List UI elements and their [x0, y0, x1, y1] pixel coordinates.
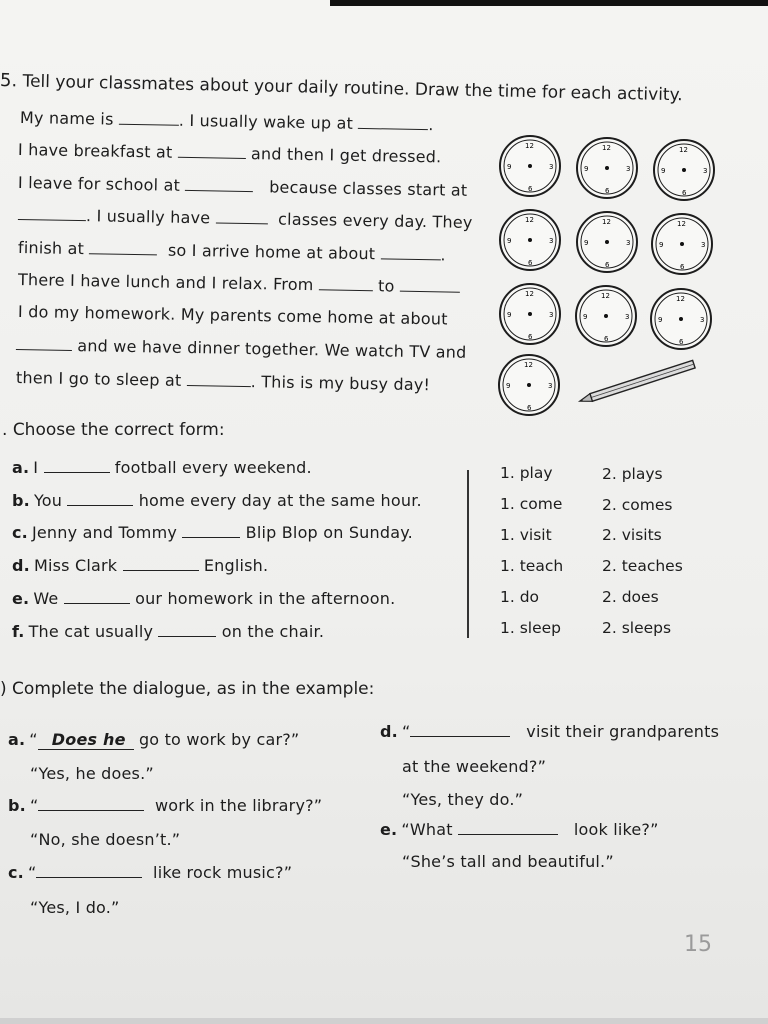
- svg-text:12: 12: [525, 290, 534, 298]
- svg-text:6: 6: [604, 335, 609, 343]
- dialogue-e-reply: [402, 852, 614, 871]
- svg-text:9: 9: [584, 165, 589, 173]
- reply-text: “Yes, they do.”: [402, 790, 524, 809]
- option-2[interactable]: 2. plays: [602, 465, 663, 483]
- svg-text:3: 3: [701, 241, 706, 249]
- item-label: b.: [8, 796, 26, 815]
- item-text: football every weekend.: [114, 458, 312, 477]
- item-label: a.: [8, 730, 26, 749]
- option-2[interactable]: 2. sleeps: [602, 619, 672, 637]
- item-label: c.: [8, 863, 24, 882]
- reply-text: “Yes, I do.”: [30, 898, 120, 917]
- section1-heading: [0, 70, 683, 105]
- answer-blank[interactable]: [410, 724, 510, 737]
- line-text: There I have lunch and I relax. From: [17, 270, 314, 295]
- svg-text:9: 9: [658, 316, 663, 324]
- item-label: d.: [380, 722, 398, 741]
- option-1[interactable]: 1. do: [500, 588, 540, 606]
- svg-text:12: 12: [676, 295, 685, 303]
- routine-line-4: [18, 205, 473, 232]
- choose-item-c: [12, 523, 413, 542]
- example-answer-text: Does he: [51, 730, 126, 749]
- svg-text:6: 6: [528, 185, 533, 193]
- item-text: work in the library?”: [155, 796, 323, 815]
- choose-item-b: [12, 491, 422, 510]
- svg-text:12: 12: [679, 146, 688, 154]
- item-label: a.: [12, 458, 30, 477]
- dialogue-d-question-cont: [402, 757, 546, 776]
- svg-text:3: 3: [625, 313, 630, 321]
- svg-text:9: 9: [507, 311, 512, 319]
- routine-line-9: [16, 368, 430, 394]
- dialogue-a-reply: [30, 764, 154, 783]
- svg-text:9: 9: [584, 239, 589, 247]
- routine-line-3: [18, 173, 468, 200]
- option-2[interactable]: 2. teaches: [602, 557, 683, 575]
- breakfast-blank[interactable]: [178, 145, 246, 159]
- school-blank[interactable]: [185, 178, 253, 192]
- svg-text:3: 3: [549, 237, 554, 245]
- from-blank[interactable]: [319, 277, 373, 291]
- item-text: visit their grandparents: [526, 722, 720, 741]
- svg-text:12: 12: [601, 292, 610, 300]
- routine-line-5: [18, 238, 446, 264]
- bottom-edge: [0, 1018, 768, 1024]
- svg-text:12: 12: [525, 142, 534, 150]
- svg-text:12: 12: [602, 218, 611, 226]
- item-label: c.: [12, 523, 28, 542]
- item-label: f.: [12, 622, 25, 641]
- svg-text:12: 12: [525, 216, 534, 224]
- svg-text:6: 6: [528, 259, 533, 267]
- item-label: e.: [380, 820, 398, 839]
- line-text: .: [428, 115, 434, 135]
- open-quote: “What: [401, 820, 453, 839]
- item-text: our homework in the afternoon.: [135, 589, 396, 608]
- routine-line-6: [18, 270, 460, 297]
- section1-title: Tell your classmates about your daily routine. Draw the time for each activity.: [22, 71, 683, 106]
- line-text: My name is: [19, 108, 114, 129]
- answer-blank[interactable]: [182, 525, 240, 538]
- answer-blank[interactable]: [44, 460, 110, 473]
- svg-text:9: 9: [659, 241, 664, 249]
- dialogue-d-question: [380, 722, 719, 741]
- options-divider: [467, 470, 469, 638]
- item-label: b.: [12, 491, 30, 510]
- svg-text:6: 6: [680, 263, 685, 271]
- line-text: so I arrive home at about: [167, 240, 376, 264]
- line-text: then I go to sleep at: [15, 368, 182, 390]
- line-text: . This is my busy day!: [250, 372, 431, 395]
- line-text: and then I get dressed.: [250, 144, 442, 167]
- section2-title: Choose the correct form:: [12, 420, 225, 440]
- finish-blank[interactable]: [89, 241, 157, 255]
- section2-heading: [2, 420, 225, 440]
- section1-marker: 5.: [0, 70, 18, 92]
- line-text: because classes start at: [268, 177, 468, 200]
- svg-text:6: 6: [527, 404, 532, 412]
- item-text: The cat usually: [28, 622, 154, 641]
- svg-text:12: 12: [602, 144, 611, 152]
- sleep-blank[interactable]: [187, 373, 251, 387]
- svg-text:6: 6: [528, 333, 533, 341]
- open-quote: “: [401, 722, 411, 741]
- clock-icon[interactable]: [496, 352, 562, 418]
- routine-line-8: [16, 335, 467, 362]
- line-text: . I usually have: [85, 206, 211, 228]
- open-quote: “: [29, 730, 38, 749]
- clock-icon[interactable]: [497, 207, 563, 273]
- svg-text:3: 3: [549, 311, 554, 319]
- open-quote: “: [27, 863, 37, 882]
- top-border: [330, 0, 768, 6]
- svg-text:9: 9: [583, 313, 588, 321]
- item-text: Jenny and Tommy: [31, 523, 178, 542]
- answer-blank[interactable]: [123, 558, 199, 571]
- arrive-home-blank[interactable]: [380, 246, 440, 260]
- svg-text:12: 12: [524, 361, 533, 369]
- clock-icon[interactable]: [648, 286, 714, 352]
- svg-text:3: 3: [626, 239, 631, 247]
- svg-text:6: 6: [682, 189, 687, 197]
- choose-item-f: [12, 622, 324, 641]
- open-quote: “: [29, 796, 39, 815]
- option-2[interactable]: 2. comes: [602, 496, 673, 514]
- option-1[interactable]: 1. sleep: [500, 619, 562, 637]
- to-blank[interactable]: [400, 279, 460, 293]
- dialogue-b-reply: [30, 830, 180, 849]
- svg-text:3: 3: [548, 382, 553, 390]
- option-1[interactable]: 1. play: [500, 464, 553, 482]
- item-text: I: [33, 458, 39, 477]
- answer-blank[interactable]: [38, 798, 144, 811]
- option-1[interactable]: 1. come: [500, 495, 563, 513]
- answer-blank[interactable]: [64, 591, 130, 604]
- answer-blank[interactable]: [158, 624, 216, 637]
- section2-marker: .: [2, 420, 8, 440]
- dialogue-c-reply: [30, 898, 120, 917]
- answer-blank[interactable]: [36, 865, 142, 878]
- line-text: finish at: [17, 238, 85, 259]
- svg-text:9: 9: [507, 237, 512, 245]
- line-text: I do my homework. My parents come home at about: [17, 302, 448, 329]
- svg-text:9: 9: [661, 167, 666, 175]
- clock-icon[interactable]: [574, 135, 640, 201]
- routine-line-7: [18, 302, 448, 328]
- name-blank[interactable]: [119, 112, 179, 126]
- svg-text:3: 3: [700, 316, 705, 324]
- dialogue-d-reply: [402, 790, 523, 809]
- reply-text: “Yes, he does.”: [30, 764, 154, 783]
- item-text: Blip Blop on Sunday.: [245, 523, 413, 542]
- svg-text:12: 12: [677, 220, 686, 228]
- dialogue-c-question: [8, 863, 292, 882]
- routine-line-2: [18, 140, 442, 166]
- parents-home-blank[interactable]: [16, 337, 72, 351]
- svg-text:9: 9: [507, 163, 512, 171]
- routine-line-1: [20, 108, 434, 134]
- item-text: on the chair.: [221, 622, 325, 641]
- line-text: and we have dinner together. We watch TV and: [77, 336, 467, 362]
- item-text: home every day at the same hour.: [138, 491, 422, 510]
- option-2[interactable]: 2. visits: [602, 526, 662, 544]
- item-text: Miss Clark: [33, 556, 118, 575]
- clock-icon[interactable]: [573, 283, 639, 349]
- line-text: I have breakfast at: [17, 140, 173, 162]
- item-label: e.: [12, 589, 30, 608]
- choose-item-a: [12, 458, 312, 477]
- classes-count-blank[interactable]: [215, 210, 267, 224]
- reply-text: “No, she doesn’t.”: [30, 830, 181, 849]
- answer-blank[interactable]: [458, 822, 558, 835]
- line-text: classes every day. They: [277, 209, 473, 232]
- wake-up-blank[interactable]: [358, 116, 428, 130]
- dialogue-a-question: [8, 730, 299, 750]
- clock-icon[interactable]: [649, 211, 715, 277]
- line-text: . I usually wake up at: [178, 110, 354, 133]
- line-text: to: [377, 276, 395, 296]
- svg-text:6: 6: [605, 187, 610, 195]
- svg-text:6: 6: [679, 338, 684, 346]
- example-answer: [38, 730, 134, 750]
- page-number: 15: [684, 932, 712, 957]
- line-text: I leave for school at: [17, 173, 181, 195]
- item-text: at the weekend?”: [402, 757, 547, 776]
- clock-icon[interactable]: [651, 137, 717, 203]
- pencil-icon: [575, 358, 703, 408]
- svg-text:3: 3: [626, 165, 631, 173]
- line-text: .: [440, 245, 446, 265]
- item-text: We: [33, 589, 59, 608]
- item-label: d.: [12, 556, 30, 575]
- choose-item-e: [12, 589, 395, 608]
- clock-icon[interactable]: [574, 209, 640, 275]
- svg-text:3: 3: [549, 163, 554, 171]
- option-1[interactable]: 1. teach: [500, 557, 564, 575]
- dialogue-b-question: [8, 796, 322, 815]
- item-text: go to work by car?”: [138, 730, 300, 749]
- option-2[interactable]: 2. does: [602, 588, 659, 606]
- option-1[interactable]: 1. visit: [500, 526, 552, 544]
- svg-text:6: 6: [605, 261, 610, 269]
- svg-text:9: 9: [506, 382, 511, 390]
- dialogue-e-question: [380, 820, 659, 839]
- item-text: English.: [203, 556, 269, 575]
- svg-text:3: 3: [703, 167, 708, 175]
- choose-item-d: [12, 556, 268, 575]
- section3-title: Complete the dialogue, as in the example:: [12, 679, 375, 699]
- answer-blank[interactable]: [67, 493, 133, 506]
- item-text: You: [33, 491, 63, 510]
- reply-text: “She’s tall and beautiful.”: [402, 852, 614, 871]
- section3-heading: [0, 679, 374, 699]
- clock-icon[interactable]: [497, 133, 563, 199]
- item-text: look like?”: [573, 820, 659, 839]
- item-text: like rock music?”: [153, 863, 293, 882]
- clock-icon[interactable]: [497, 281, 563, 347]
- classes-start-blank[interactable]: [18, 207, 86, 221]
- section3-marker: ): [0, 679, 7, 699]
